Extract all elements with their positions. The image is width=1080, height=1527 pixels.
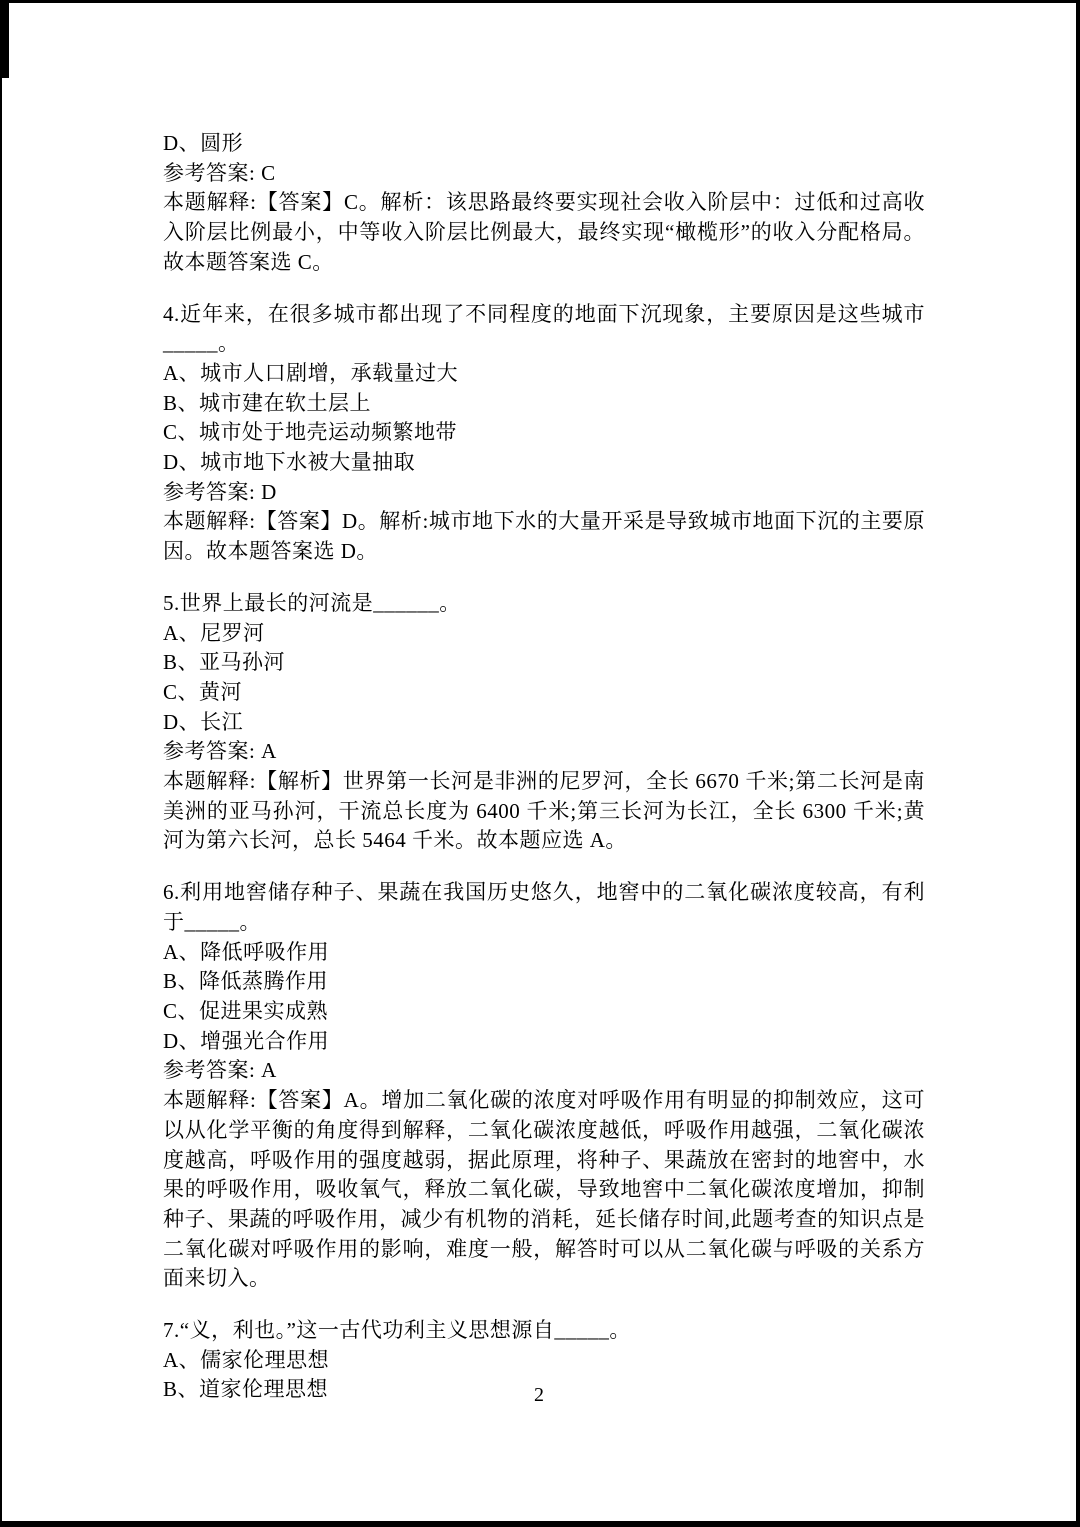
question-5-option-d: D、长江: [163, 709, 244, 734]
question-5-option-a: A、尼罗河: [163, 620, 265, 645]
page-number: 2: [534, 1384, 544, 1406]
question-4-option-b: B、城市建在软土层上: [163, 390, 372, 415]
question-5-option-b: B、亚马孙河: [163, 650, 286, 675]
question-3-option-d: D、圆形: [163, 131, 244, 155]
question-4-option-c: C、城市处于地壳运动频繁地带: [163, 420, 458, 445]
question-7-option-a: A、儒家伦理思想: [163, 1347, 330, 1372]
question-4-option-a: A、城市人口剧增，承载量过大: [163, 360, 459, 385]
question-6-answer: 参考答案: A: [163, 1058, 277, 1083]
question-6-option-c: C、促进果实成熟: [163, 998, 329, 1023]
question-4-answer: 参考答案: D: [163, 479, 277, 504]
question-6-option-a: A、降低呼吸作用: [163, 939, 330, 964]
question-7-option-b: B、道家伦理思想: [163, 1377, 329, 1402]
question-3-answer: 参考答案: C: [163, 160, 276, 185]
question-6-option-b: B、降低蒸腾作用: [163, 969, 329, 994]
question-5-option-c: C、黄河: [163, 679, 243, 704]
question-7-stem: 7.“义，利也。”这一古代功利主义思想源自_____。: [163, 1318, 631, 1343]
question-4-stem: 4.近年来，在很多城市都出现了不同程度的地面下沉现象，主要原因是这些城市_____。: [163, 301, 925, 356]
question-6-explanation: 本题解释:【答案】A。增加二氧化碳的浓度对呼吸作用有明显的抑制效应，这可以从化学平衡的角度得到解释，二氧化碳浓度越低，呼吸作用越强，二氧化碳浓度越高，呼吸作用的强度越弱，据此原理，将种子、果蔬放在密封的地窖中，水果的呼吸作用，吸收氧气，释放二氧化碳，导致地窖中二氧化碳浓度增加，抑制种子、果蔬的呼吸作用，减少有机物的消耗，延长储存时间,此题考查的知识点是二氧化碳对呼吸作用的影响，难度一般，解答时可以从二氧化碳与呼吸的关系方面来切入。: [163, 1088, 925, 1291]
question-5-stem: 5.世界上最长的河流是______。: [163, 590, 461, 615]
question-6-option-d: D、增强光合作用: [163, 1028, 330, 1053]
question-5: [163, 589, 925, 856]
question-3-explanation: 本题解释:【答案】C。解析：该思路最终要实现社会收入阶层中：过低和过高收入阶层比例最小，中等收入阶层比例最大，最终实现“橄榄形”的收入分配格局。故本题答案选 C。: [163, 190, 925, 274]
question-5-answer: 参考答案: A: [163, 739, 277, 764]
question-4-explanation: 本题解释:【答案】D。解析:城市地下水的大量开采是导致城市地面下沉的主要原因。故本题答案选 D。: [163, 509, 925, 564]
scan-border-artifact: [0, 0, 9, 78]
question-5-explanation: 本题解释:【解析】世界第一长河是非洲的尼罗河，全长 6670 千米;第二长河是南美洲的亚马孙河，干流总长度为 6400 千米;第三长河为长江，全长 6300 千米;黄河为第六长河，总长 5464 千米。故本题应选 A。: [163, 769, 925, 853]
question-6-stem: 6.利用地窖储存种子、果蔬在我国历史悠久，地窖中的二氧化碳浓度较高，有利于_____。: [163, 880, 925, 934]
question-4-option-d: D、城市地下水被大量抽取: [163, 450, 416, 475]
question-3-tail: [163, 129, 925, 278]
question-6: [163, 878, 925, 1294]
document-content: [163, 129, 925, 1405]
question-4: [163, 300, 925, 567]
